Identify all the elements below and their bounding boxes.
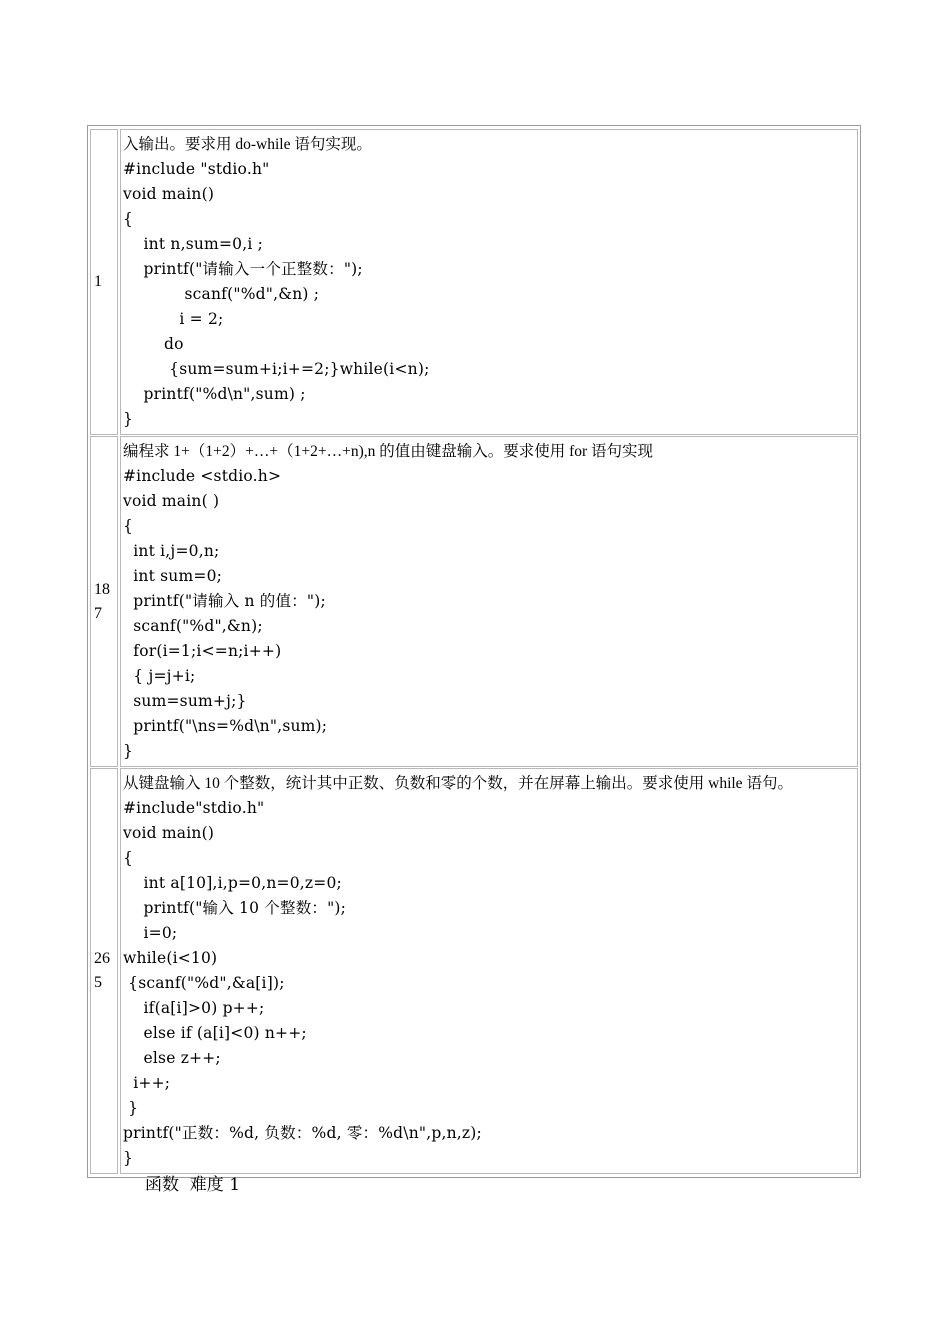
- code-line: do: [123, 335, 184, 353]
- section-footer: 函数 难度 1: [145, 1175, 241, 1195]
- code-line: else if (a[i]<0) n++;: [123, 1024, 307, 1042]
- code-block: [123, 157, 855, 432]
- code-line: }: [123, 742, 134, 760]
- code-block: [123, 464, 855, 764]
- code-line: }: [123, 410, 134, 428]
- code-line: }: [123, 1099, 139, 1117]
- code-line: void main(): [123, 824, 215, 842]
- problem-row: [90, 436, 858, 767]
- code-line: void main( ): [123, 492, 220, 510]
- problem-title: 从键盘输入 10 个整数，统计其中正数、负数和零的个数，并在屏幕上输出。要求使用 while 语句。: [123, 775, 793, 792]
- code-line: {: [123, 849, 134, 867]
- code-line: i=0;: [123, 924, 178, 942]
- code-line: void main(): [123, 185, 215, 203]
- code-line: int a[10],i,p=0,n=0,z=0;: [123, 874, 342, 892]
- problem-number-cell: [90, 768, 118, 1174]
- code-line: }: [123, 1149, 134, 1167]
- code-line: while(i<10): [123, 949, 218, 967]
- problem-row: [90, 129, 858, 435]
- problem-title: 入输出。要求用 do-while 语句实现。: [123, 136, 372, 153]
- code-line: int sum=0;: [123, 567, 223, 585]
- code-line: scanf("%d",&n) ;: [123, 285, 320, 303]
- code-line: int n,sum=0,i ;: [123, 235, 264, 253]
- code-line: for(i=1;i<=n;i++): [123, 642, 282, 660]
- code-line: #include <stdio.h>: [123, 467, 282, 485]
- problem-number: 1: [94, 273, 102, 290]
- problem-number-cell: [90, 436, 118, 767]
- problem-row: [90, 768, 858, 1174]
- problem-number: 265: [94, 950, 110, 991]
- code-line: #include "stdio.h": [123, 160, 270, 178]
- problem-content-cell: [120, 436, 858, 767]
- code-line: {scanf("%d",&a[i]);: [123, 974, 285, 992]
- code-line: scanf("%d",&n);: [123, 617, 263, 635]
- code-line: else z++;: [123, 1049, 221, 1067]
- code-line: if(a[i]>0) p++;: [123, 999, 265, 1017]
- problem-title: 编程求 1+（1+2）+…+（1+2+…+n),n 的值由键盘输入。要求使用 for 语句实现: [123, 443, 654, 460]
- code-line: #include"stdio.h": [123, 799, 265, 817]
- problems-table: [87, 125, 861, 1178]
- code-line: i = 2;: [123, 310, 224, 328]
- code-line: printf("%d\n",sum) ;: [123, 385, 306, 403]
- code-line: printf("\ns=%d\n",sum);: [123, 717, 328, 735]
- code-block: [123, 796, 855, 1171]
- code-line: {: [123, 210, 134, 228]
- code-line: printf("输入 10 个整数：");: [123, 899, 347, 917]
- problem-number-cell: [90, 129, 118, 435]
- code-line: i++;: [123, 1074, 171, 1092]
- code-line: {sum=sum+i;i+=2;}while(i<n);: [123, 360, 430, 378]
- problem-number: 187: [94, 580, 110, 622]
- code-line: {: [123, 517, 134, 535]
- code-line: { j=j+i;: [123, 667, 196, 685]
- problem-content-cell: [120, 768, 858, 1174]
- code-line: int i,j=0,n;: [123, 542, 220, 560]
- problem-content-cell: [120, 129, 858, 435]
- code-line: sum=sum+j;}: [123, 692, 247, 710]
- code-line: printf("请输入 n 的值：");: [123, 592, 326, 610]
- code-line: printf("请输入一个正整数：");: [123, 260, 363, 278]
- code-line: printf("正数：%d, 负数：%d, 零：%d\n",p,n,z);: [123, 1124, 482, 1142]
